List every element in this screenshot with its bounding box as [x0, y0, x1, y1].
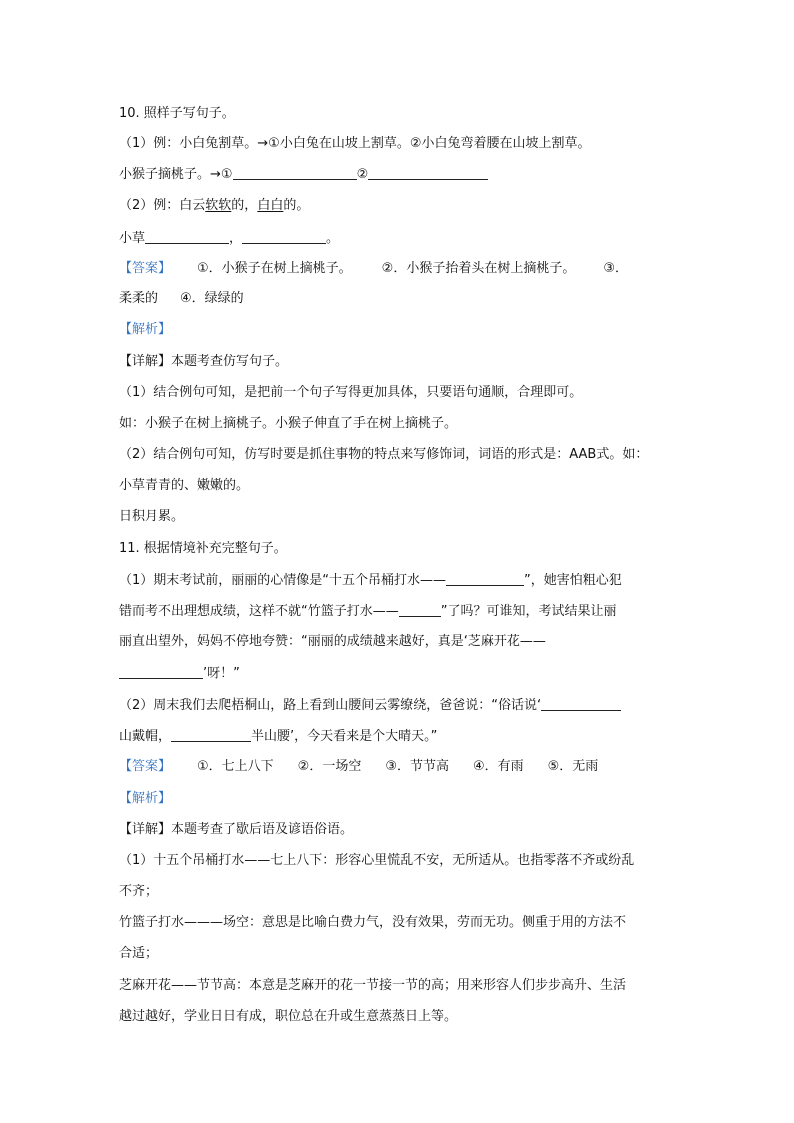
q11-part1-line — [119, 602, 679, 621]
task-text: 山戴帽， — [119, 729, 172, 744]
answer-tag: 【答案】 — [119, 759, 172, 774]
example-text: （2）例：白云 — [119, 198, 206, 213]
q11-part1-line: 丽直出望外，妈妈不停地夸赞：“丽丽的成绩越来越好，真是‘芝麻开花—— — [119, 634, 546, 649]
q10-part2-example — [119, 197, 679, 215]
q10-detail-line: （2）结合例句可知，仿写时要是抓住事物的特点来写修饰词，词语的形式是：AAB式。如： — [119, 447, 649, 462]
q11-part1-line — [119, 571, 679, 590]
answer-item: ⑤．无雨 — [547, 759, 599, 774]
task-text: ’呀！” — [203, 666, 240, 681]
q11-detail-line: 芝麻开花——节节高：本意是芝麻开的花一节接一节的高；用来形容人们步步高升、生活 — [119, 978, 627, 993]
q10-detail-line: 日积月累。 — [119, 509, 185, 524]
q10-part1-task — [119, 165, 679, 184]
q10-detail-line: （1）结合例句可知，是把前一个句子写得更加具体，只要语句通顺，合理即可。 — [119, 385, 583, 400]
q10-part1-example: （1）例：小白兔割草。→①小白兔在山坡上割草。②小白兔弯着腰在山坡上割草。 — [119, 136, 591, 151]
q11-detail-line: 不齐； — [119, 884, 159, 899]
answer-blank — [446, 571, 524, 586]
answer-blank — [399, 602, 441, 617]
answer-blank — [242, 229, 326, 244]
q11-detail-line: （1）十五个吊桶打水——七上八下：形容心里慌乱不安，无所适从。也指零落不齐或纷乱 — [119, 853, 635, 868]
answer-item: 柔柔的 — [119, 291, 159, 306]
task-text: （2）周末我们去爬梧桐山，路上看到山腰间云雾缭绕，爸爸说：“俗话说‘ — [119, 698, 542, 713]
answer-blank — [233, 165, 357, 180]
answer-item: ④．有雨 — [472, 759, 524, 774]
q11-detail-line: 合适； — [119, 946, 159, 961]
q10-detail-line: 如：小猴子在树上摘桃子。小猴子伸直了手在树上摘桃子。 — [119, 416, 458, 431]
underlined-word: 软软 — [205, 198, 232, 213]
q11-detail: 【详解】本题考查了歇后语及谚语俗语。 — [119, 822, 354, 837]
task-text: （1）期末考试前，丽丽的心情像是“十五个吊桶打水—— — [119, 573, 447, 588]
answer-item: ②．一场空 — [297, 759, 362, 774]
task-text: 。 — [326, 231, 340, 246]
q11-answer — [119, 758, 679, 776]
q10-analysis-tag: 【解析】 — [119, 322, 172, 337]
example-text: 的。 — [283, 198, 310, 213]
q11-part1-line — [119, 664, 679, 683]
answer-item: ②．小猴子抬着头在树上摘桃子。 — [381, 261, 576, 276]
answer-blank — [171, 727, 251, 742]
q10-answer — [119, 260, 679, 278]
q11-detail-line: 竹篮子打水———场空：意思是比喻白费力气，没有效果，劳而无功。侧重于用的方法不 — [119, 915, 627, 930]
answer-blank — [541, 696, 621, 711]
answer-item: ①．小猴子在树上摘桃子。 — [197, 261, 352, 276]
answer-item: ③．节节高 — [385, 759, 449, 774]
answer-blank — [368, 165, 488, 180]
q10-part1-task-text: 小猴子摘桃子。→① — [119, 167, 233, 182]
q11-part2-line — [119, 696, 679, 715]
q10-detail: 【详解】本题考查仿写句子。 — [119, 354, 289, 369]
q11-detail-line: 越过越好，学业日日有成，职位总在升或生意蒸蒸日上等。 — [119, 1009, 458, 1024]
task-text: 小草 — [119, 231, 146, 246]
answer-item: ①．七上八下 — [197, 759, 274, 774]
answer-item: ③． — [603, 261, 628, 276]
q11-title: 11. 根据情境补充完整句子。 — [119, 541, 287, 556]
q11-part2-line — [119, 727, 679, 746]
task-text: 错而考不出理想成绩，这样不就“竹篮子打水—— — [119, 604, 399, 619]
q10-answer-cont — [119, 290, 679, 308]
underlined-word: 白白 — [257, 198, 284, 213]
task-text: ”，她害怕粗心犯 — [524, 573, 622, 588]
q10-title: 10. 照样子写句子。 — [119, 106, 235, 121]
answer-item: ④．绿绿的 — [180, 291, 244, 306]
answer-tag: 【答案】 — [119, 261, 172, 276]
q10-part2-task — [119, 229, 679, 248]
answer-blank — [145, 229, 229, 244]
q10-detail-line: 小草青青的、嫩嫩的。 — [119, 478, 250, 493]
task-text: ， — [229, 231, 243, 246]
answer-blank — [119, 664, 203, 679]
q11-analysis-tag: 【解析】 — [119, 791, 172, 806]
task-text: 半山腰’，今天看来是个大晴天。” — [251, 729, 438, 744]
task-text: ”了吗？可谁知，考试结果让丽 — [440, 604, 617, 619]
example-text: 的， — [231, 198, 258, 213]
q10-part1-task-mark: ② — [356, 167, 369, 182]
